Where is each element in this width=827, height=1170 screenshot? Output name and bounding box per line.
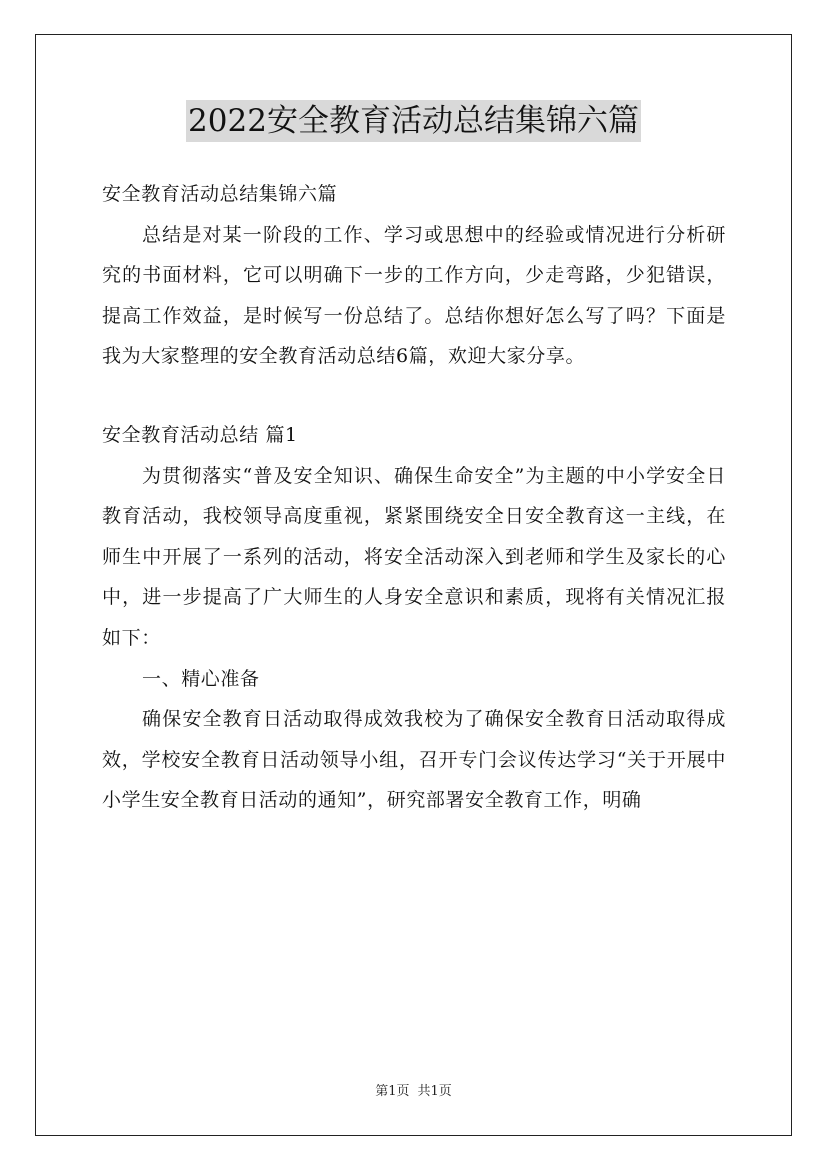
document-body xyxy=(102,174,726,821)
page-number: 第1页 xyxy=(375,1084,410,1099)
paragraph-gap xyxy=(102,377,726,415)
body-paragraph: 确保安全教育日活动取得成效我校为了确保安全教育日活动取得成效，学校安全教育日活动领导小组，召开专门会议传达学习“关于开展中小学生安全教育日活动的通知”，研究部署安全教育工作，明确 xyxy=(102,708,726,812)
subtitle-paragraph: 安全教育活动总结集锦六篇 xyxy=(102,183,338,205)
subsection-heading: 一、精心准备 xyxy=(142,667,260,690)
page-total: 共1页 xyxy=(417,1084,452,1099)
title-area xyxy=(0,100,827,142)
body-paragraph: 为贯彻落实“普及安全知识、确保生命安全”为主题的中小学安全日教育活动，我校领导高度重视，紧紧围绕安全日安全教育这一主线，在师生中开展了一系列的活动，将安全活动深入到老师和学生及家长的心中，进一步提高了广大师生的人身安全意识和素质，现将有关情况汇报如下： xyxy=(102,464,726,649)
intro-paragraph: 总结是对某一阶段的工作、学习或思想中的经验或情况进行分析研究的书面材料，它可以明确下一步的工作方向，少走弯路，少犯错误，提高工作效益，是时候写一份总结了。总结你想好怎么写了吗？下面是我为大家整理的安全教育活动总结6篇，欢迎大家分享。 xyxy=(102,223,726,368)
page-footer xyxy=(0,1083,827,1101)
section-heading: 安全教育活动总结 篇1 xyxy=(102,423,298,446)
document-title: 2022安全教育活动总结集锦六篇 xyxy=(186,100,641,142)
